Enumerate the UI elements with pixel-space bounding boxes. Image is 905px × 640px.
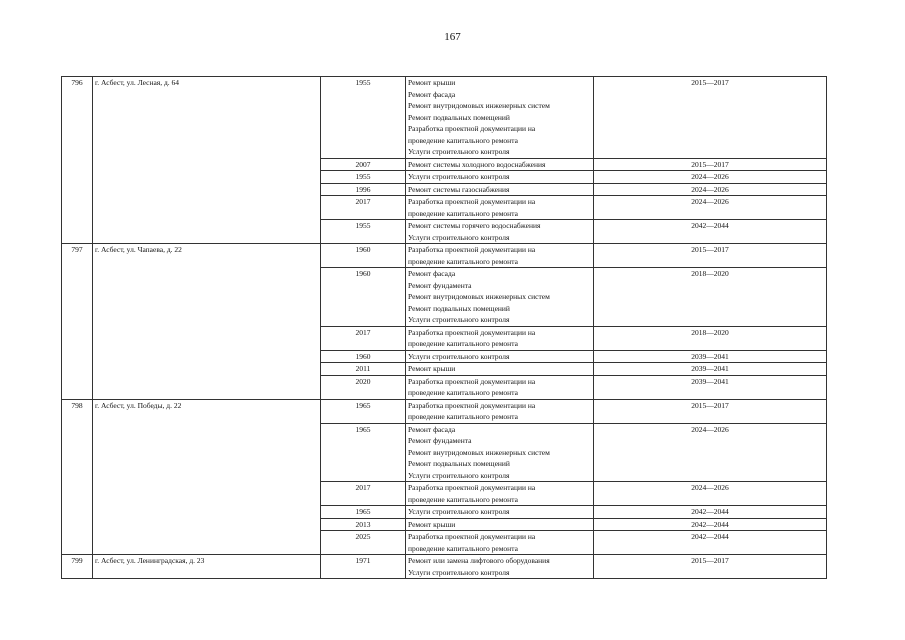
works-cell [406,220,594,244]
work-item: Разработка проектной документации на [408,245,536,254]
work-item: Услуги строительного контроля [408,232,510,242]
period-cell: 2024—2026 [594,196,827,220]
work-item: Ремонт фундамента [408,436,472,445]
year-cell: 1955 [321,171,406,184]
works-cell [406,244,594,268]
works-cell [406,158,594,171]
work-item: проведение капитального ремонта [408,339,518,348]
period-cell: 2024—2026 [594,423,827,482]
work-item: проведение капитального ремонта [408,208,518,218]
repair-schedule-table [61,76,827,579]
period-cell: 2018—2020 [594,268,827,327]
building-number-cell: 797 [62,244,93,400]
year-cell: 1971 [321,555,406,579]
period-cell: 2015—2017 [594,399,827,423]
building-number-cell: 796 [62,77,93,244]
year-cell: 1965 [321,399,406,423]
work-item: Ремонт крыши [408,519,456,529]
period-cell: 2015—2017 [594,555,827,579]
works-cell [406,555,594,579]
work-item: проведение капитального ремонта [408,494,518,504]
works-cell [406,363,594,376]
works-cell [406,518,594,531]
work-item: Ремонт подвальных помещений [408,459,510,468]
year-cell: 2025 [321,531,406,555]
period-cell: 2015—2017 [594,158,827,171]
period-cell: 2042—2044 [594,518,827,531]
works-cell [406,506,594,519]
table-row [62,399,827,423]
works-cell [406,183,594,196]
period-cell: 2015—2017 [594,244,827,268]
work-item: проведение капитального ремонта [408,256,518,266]
period-cell: 2039—2041 [594,375,827,399]
building-address-cell: г. Асбест, ул. Победы, д. 22 [93,399,321,555]
works-cell [406,375,594,399]
works-cell [406,268,594,327]
year-cell: 2007 [321,158,406,171]
works-cell [406,326,594,350]
work-item: Услуги строительного контроля [408,507,510,516]
work-item: Услуги строительного контроля [408,567,510,577]
work-item: Разработка проектной документации на [408,376,536,386]
work-item: Ремонт системы холодного водоснабжения [408,159,546,169]
year-cell: 2020 [321,375,406,399]
work-item: Разработка проектной документации на [408,197,536,206]
work-item: Услуги строительного контроля [408,315,510,324]
year-cell: 2013 [321,518,406,531]
work-item: Ремонт фундамента [408,280,472,290]
work-item: Ремонт системы горячего водоснабжения [408,221,541,230]
table-row [62,555,827,579]
work-item: проведение капитального ремонта [408,543,518,553]
work-item: Услуги строительного контроля [408,147,510,156]
work-item: Разработка проектной документации на [408,327,536,337]
work-item: Разработка проектной документации на [408,400,536,410]
works-cell [406,399,594,423]
work-item: Ремонт внутридомовых инженерных систем [408,292,550,301]
page-number: 167 [444,31,461,43]
work-item: Ремонт фасада [408,89,456,99]
year-cell: 2011 [321,363,406,376]
period-cell: 2015—2017 [594,77,827,159]
work-item: Услуги строительного контроля [408,172,510,181]
year-cell: 1965 [321,506,406,519]
works-cell [406,350,594,363]
building-number-cell: 798 [62,399,93,555]
work-item: Ремонт внутридомовых инженерных систем [408,447,550,457]
table-row [62,244,827,268]
building-address-cell: г. Асбест, ул. Ленинградская, д. 23 [93,555,321,579]
year-cell: 2017 [321,196,406,220]
work-item: Услуги строительного контроля [408,351,510,361]
year-cell: 1996 [321,183,406,196]
work-item: Разработка проектной документации на [408,532,536,541]
year-cell: 1960 [321,350,406,363]
building-address-cell: г. Асбест, ул. Лесная, д. 64 [93,77,321,244]
year-cell: 2017 [321,482,406,506]
year-cell: 1955 [321,220,406,244]
year-cell: 2017 [321,326,406,350]
works-cell [406,482,594,506]
period-cell: 2042—2044 [594,506,827,519]
work-item: проведение капитального ремонта [408,412,518,421]
year-cell: 1960 [321,244,406,268]
work-item: Ремонт подвальных помещений [408,112,510,122]
works-cell [406,423,594,482]
works-cell [406,531,594,555]
table-row [62,77,827,159]
period-cell: 2018—2020 [594,326,827,350]
year-cell: 1955 [321,77,406,159]
work-item: проведение капитального ремонта [408,135,518,145]
period-cell: 2042—2044 [594,220,827,244]
work-item: Ремонт фасада [408,269,456,278]
building-number-cell: 799 [62,555,93,579]
work-item: Ремонт подвальных помещений [408,303,510,313]
period-cell: 2024—2026 [594,171,827,184]
works-cell [406,196,594,220]
work-item: проведение капитального ремонта [408,388,518,397]
work-item: Ремонт крыши [408,364,456,373]
works-cell [406,77,594,159]
work-item: Разработка проектной документации на [408,124,536,133]
building-address-cell: г. Асбест, ул. Чапаева, д. 22 [93,244,321,400]
period-cell: 2024—2026 [594,482,827,506]
period-cell: 2024—2026 [594,183,827,196]
work-item: Услуги строительного контроля [408,470,510,480]
work-item: Ремонт системы газоснабжения [408,184,510,194]
period-cell: 2042—2044 [594,531,827,555]
work-item: Ремонт крыши [408,78,456,87]
period-cell: 2039—2041 [594,363,827,376]
works-cell [406,171,594,184]
period-cell: 2039—2041 [594,350,827,363]
work-item: Ремонт или замена лифтового оборудования [408,556,550,565]
work-item: Ремонт внутридомовых инженерных систем [408,101,550,110]
table-body [62,77,827,579]
work-item: Ремонт фасада [408,424,456,434]
year-cell: 1965 [321,423,406,482]
work-item: Разработка проектной документации на [408,483,536,492]
year-cell: 1960 [321,268,406,327]
